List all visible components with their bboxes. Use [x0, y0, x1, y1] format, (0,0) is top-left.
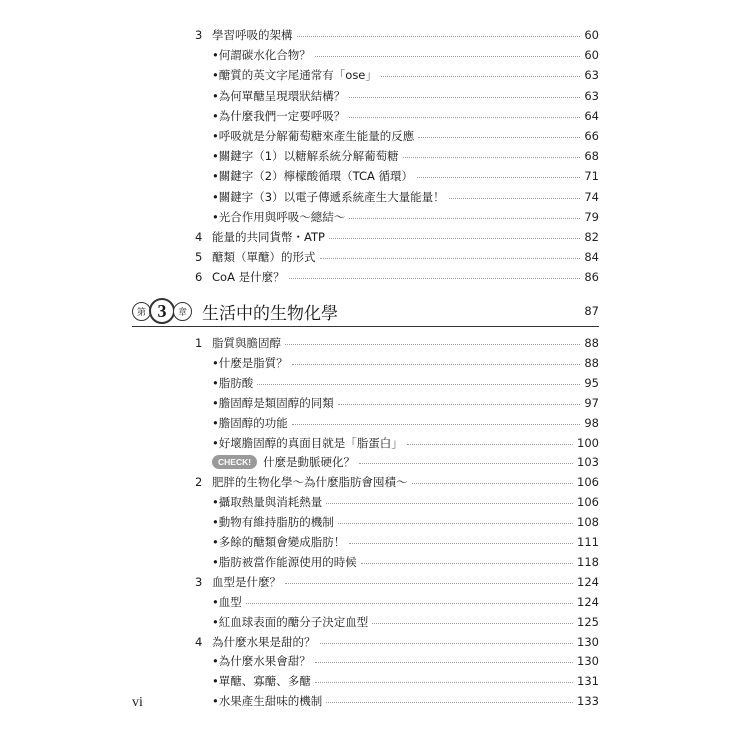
toc-subentry — [212, 592, 599, 612]
chapter-badge-right: 章 — [173, 302, 192, 321]
toc-entry-number: 6 — [195, 270, 203, 285]
toc-entry-title: 血型是什麼？ — [212, 574, 281, 589]
toc-entry-number: 4 — [195, 230, 203, 244]
toc-page-number: 82 — [584, 230, 599, 244]
toc-subentry — [212, 106, 599, 126]
toc-subentry — [212, 146, 599, 166]
leader-dots — [292, 423, 581, 425]
toc-page-number: 130 — [577, 634, 599, 649]
leader-dots — [349, 96, 580, 98]
page-folio: vi — [132, 695, 143, 710]
toc-entry-title: •何謂碳水化合物？ — [212, 48, 311, 63]
chapter-badge-left: 第 — [132, 302, 151, 321]
toc-page-number: 66 — [584, 129, 599, 143]
toc-page-number: 111 — [577, 535, 599, 549]
leader-dots — [329, 237, 580, 239]
toc-page-number: 133 — [577, 694, 599, 709]
toc-entry-title: 什麼是動脈硬化？ — [263, 455, 356, 470]
toc-entry-title: 學習呼吸的架構 — [212, 28, 293, 42]
toc-entry-number: 2 — [195, 475, 203, 490]
leader-dots — [297, 35, 581, 37]
toc-entry-number: 3 — [195, 574, 203, 589]
toc-subentry — [212, 393, 599, 413]
leader-dots — [349, 116, 580, 118]
toc-subentry — [212, 65, 599, 85]
toc-page-number: 106 — [577, 475, 599, 490]
leader-dots — [257, 383, 580, 385]
toc-entry-title: 能量的共同貨幣・ATP — [212, 230, 325, 244]
toc-subentry — [212, 651, 599, 671]
toc-page-number: 71 — [584, 169, 599, 184]
toc-entry — [195, 227, 599, 247]
toc-entry-title: •呼吸就是分解葡萄糖來產生能量的反應 — [212, 129, 415, 143]
leader-dots — [361, 562, 573, 564]
toc-page-number: 125 — [577, 614, 599, 629]
toc-entry-title: CoA 是什麼？ — [212, 270, 285, 285]
leader-dots — [338, 403, 581, 405]
toc-subentry — [212, 492, 599, 512]
toc-entry-title: •關鍵字（2）檸檬酸循環（TCA 循環） — [212, 169, 414, 184]
leader-dots — [285, 343, 580, 345]
toc-page-number: 84 — [584, 250, 599, 265]
toc-entry-title: •血型 — [212, 594, 242, 609]
toc-entry — [195, 572, 599, 592]
toc-page-number: 88 — [584, 355, 599, 370]
toc-page-number: 124 — [577, 574, 599, 589]
toc-page-number: 108 — [577, 515, 599, 530]
toc-page-number: 79 — [584, 209, 599, 224]
toc-subentry — [212, 353, 599, 373]
toc-entry — [195, 472, 599, 492]
toc-entry-title: •為什麼水果會甜？ — [212, 654, 311, 669]
toc-entry-title: •醣質的英文字尾通常有「ose」 — [212, 68, 377, 83]
chapter-badge — [132, 298, 192, 324]
toc-subentry — [212, 433, 599, 453]
toc-subentry — [212, 532, 599, 552]
toc-entry-title: •光合作用與呼吸～總結～ — [212, 209, 346, 224]
toc-entry — [195, 267, 599, 287]
toc-subentry — [212, 86, 599, 106]
toc-entry-title: •多餘的醣類會變成脂肪！ — [212, 535, 346, 549]
toc-page-number: 95 — [584, 375, 599, 390]
toc-subentry — [212, 126, 599, 146]
toc-page-number: 97 — [584, 395, 599, 410]
toc-entry-title: •為何單醣呈現環狀結構？ — [212, 88, 346, 103]
toc-subentry — [212, 413, 599, 433]
toc-entry-title: 醣類（單醣）的形式 — [212, 250, 316, 265]
toc-subentry — [212, 671, 599, 691]
toc-entry-title: •水果產生甜味的機制 — [212, 694, 323, 709]
toc-page-number: 131 — [577, 674, 599, 689]
toc-subentry — [212, 691, 599, 711]
leader-dots — [246, 602, 573, 604]
leader-dots — [418, 136, 580, 138]
check-badge: CHECK! — [212, 455, 257, 469]
leader-dots — [326, 502, 573, 504]
leader-dots — [320, 642, 574, 644]
toc-entry-title: •動物有維持脂肪的機制 — [212, 515, 334, 530]
toc-subentry — [212, 512, 599, 532]
toc-page-number: 60 — [584, 28, 599, 42]
toc-page-number: 98 — [584, 415, 599, 430]
toc-entry-number: 3 — [195, 28, 203, 42]
toc-entry-title: •紅血球表面的醣分子決定血型 — [212, 614, 369, 629]
toc-entry-title: •單醣、寡醣、多醣 — [212, 674, 311, 689]
leader-dots — [292, 363, 581, 365]
leader-dots — [381, 75, 580, 77]
leader-dots — [407, 443, 573, 445]
toc-subentry — [212, 207, 599, 227]
leader-dots — [289, 277, 581, 279]
toc-entry-number: 5 — [195, 250, 203, 265]
toc-entry-title: •關鍵字（1）以糖解系統分解葡萄糖 — [212, 149, 399, 164]
toc-page-number: 103 — [577, 455, 599, 470]
leader-dots — [320, 257, 581, 259]
toc-entry-title: •膽固醇是類固醇的同類 — [212, 395, 334, 410]
toc-page-number: 63 — [584, 68, 599, 83]
leader-dots — [285, 582, 573, 584]
toc-entry-title: •關鍵字（3）以電子傳遞系統產生大量能量！ — [212, 189, 445, 204]
toc-subentry — [212, 166, 599, 186]
toc-page-number: 118 — [577, 554, 599, 569]
leader-dots — [372, 622, 573, 624]
toc-entry-title: •攝取熱量與消耗熱量 — [212, 495, 323, 510]
toc-entry-title: 肥胖的生物化學～為什麼脂肪會囤積～ — [212, 475, 408, 490]
leader-dots — [315, 661, 573, 663]
toc-entry — [195, 632, 599, 652]
toc-subentry — [212, 45, 599, 65]
chapter-badge-number: 3 — [149, 298, 175, 324]
toc-entry-title: •什麼是脂質？ — [212, 355, 288, 370]
toc-page-number: 106 — [577, 495, 599, 510]
leader-dots — [359, 462, 573, 464]
toc-page-number: 68 — [584, 149, 599, 164]
toc-page-number: 130 — [577, 654, 599, 669]
toc-page-number: 100 — [577, 435, 599, 450]
toc-entry-title: •膽固醇的功能 — [212, 415, 288, 430]
toc-entry-title: •脂肪酸 — [212, 375, 254, 390]
toc-entry-title: •為什麼我們一定要呼吸？ — [212, 108, 346, 123]
toc-entry-title: •脂肪被當作能源使用的時候 — [212, 554, 357, 569]
leader-dots — [403, 156, 581, 158]
leader-dots — [326, 701, 573, 703]
chapter-title: 生活中的生物化學 — [202, 303, 338, 324]
toc-subentry — [212, 373, 599, 393]
toc-page-number: 74 — [584, 189, 599, 204]
toc-entry-title: 脂質與膽固醇 — [212, 336, 281, 350]
toc-page-number: 60 — [584, 48, 599, 63]
toc-entry — [195, 247, 599, 267]
toc-page-number: 124 — [577, 594, 599, 609]
toc-entry-number: 1 — [195, 336, 203, 350]
toc-page-number: 86 — [584, 270, 599, 285]
toc-page-number: 63 — [584, 88, 599, 103]
chapter-heading — [132, 296, 599, 326]
chapter-divider — [132, 326, 599, 327]
toc-subentry — [212, 452, 599, 472]
toc-entry — [195, 333, 599, 353]
leader-dots — [349, 542, 573, 544]
leader-dots — [349, 217, 580, 219]
leader-dots — [315, 55, 581, 57]
leader-dots — [449, 197, 581, 199]
toc-entry-number: 4 — [195, 634, 203, 649]
leader-dots — [417, 176, 580, 178]
leader-dots — [315, 681, 573, 683]
chapter-page-number: 87 — [584, 304, 599, 318]
leader-dots — [412, 482, 574, 484]
toc-entry-title: 為什麼水果是甜的？ — [212, 634, 316, 649]
toc-page-number: 64 — [584, 108, 599, 123]
toc-subentry — [212, 552, 599, 572]
toc-subentry — [212, 612, 599, 632]
toc-page-number: 88 — [584, 336, 599, 350]
toc-subentry — [212, 187, 599, 207]
leader-dots — [338, 522, 573, 524]
toc-entry-title: •好壞膽固醇的真面目就是「脂蛋白」 — [212, 435, 403, 450]
toc-entry — [195, 25, 599, 45]
